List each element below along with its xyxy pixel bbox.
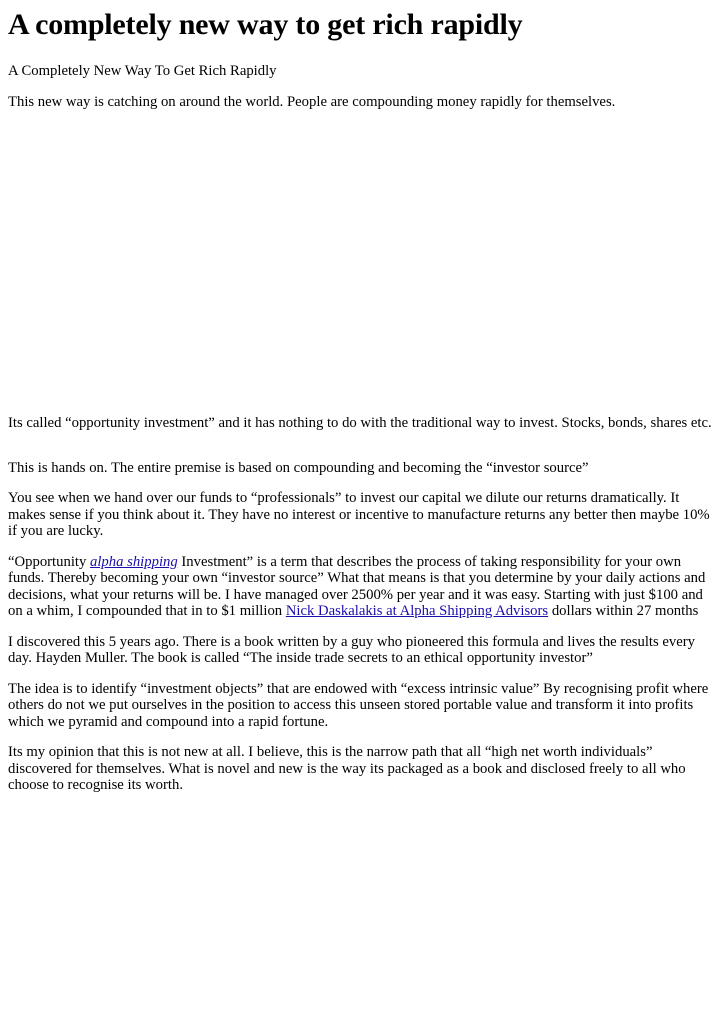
paragraph-opportunity-definition (8, 554, 712, 620)
paragraph-opinion: Its my opinion that this is not new at all. I believe, this is the narrow path that all “high net worth individuals” discovered for themselves. What is novel and new is the way its packaged as a book and disclosed freely to all who choose to recognise its worth. (8, 744, 686, 793)
paragraph-hands-on: This is hands on. The entire premise is based on compounding and becoming the “investor source” (8, 459, 589, 476)
paragraph-text: “Opportunity (8, 553, 90, 570)
paragraph-idea: The idea is to identify “investment objects” that are endowed with “excess intrinsic value” By recognising profit where others do not we put ourselves in the position to access this unseen stored portable value and transform it into profits which we pyramid and compound into a rapid fortune. (8, 680, 709, 730)
alpha-shipping-link[interactable]: alpha shipping (90, 553, 178, 570)
paragraph-funds: You see when we hand over our funds to “professionals” to invest our capital we dilute our returns dramatically. It makes sense if you think about it. They have no interest or incentive to manufacture returns any better then maybe 10% if you are lucky. (8, 490, 710, 539)
paragraph-text: dollars within 27 months (548, 603, 699, 619)
paragraph-discovered: I discovered this 5 years ago. There is a book written by a guy who pioneered this formula and lives the results every day. Hayden Muller. The book is called “The inside trade secrets to an ethical opportunity investor” (8, 633, 695, 666)
blank-media-area (8, 110, 712, 415)
paragraph-text: Investment” is a term that describes the process of taking responsibility for your own funds. Thereby becoming your own “investor source” What that means is that you determine by your daily actions and decisions, what your returns will be. I have managed over 2500% per year and it was easy. Starting with just $100 and on a whim, I compounded that in to $1 million (8, 553, 706, 619)
paragraph-opportunity-investment: Its called “opportunity investment” and it has nothing to do with the traditional way to invest. Stocks, bonds, shares etc. (8, 415, 712, 431)
intro-paragraph: This new way is catching on around the world. People are compounding money rapidly for themselves. (8, 93, 616, 110)
nick-daskalakis-link[interactable]: Nick Daskalakis at Alpha Shipping Advisors (285, 603, 549, 619)
page-title: A completely new way to get rich rapidly (8, 8, 523, 41)
article-subtitle: A Completely New Way To Get Rich Rapidly (8, 63, 277, 79)
